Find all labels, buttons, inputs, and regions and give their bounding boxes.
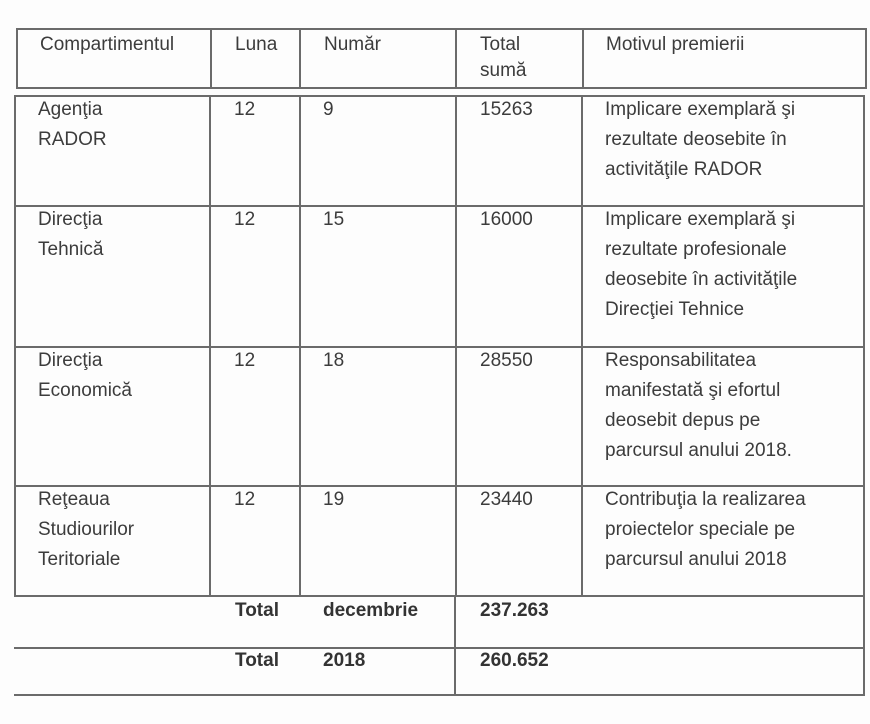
cell-total: 28550 [480, 350, 533, 371]
total-value: 260.652 [480, 650, 549, 671]
header-count: Număr [324, 34, 382, 55]
cell-reason: Responsabilitatea [605, 350, 757, 371]
cell-compartment: RADOR [38, 129, 107, 150]
cell-total: 16000 [480, 209, 533, 230]
total-label: Total [235, 650, 279, 671]
cell-total: 15263 [480, 99, 533, 120]
header-month: Luna [235, 34, 278, 55]
cell-reason: manifestată şi efortul [605, 380, 781, 401]
cell-compartment: Teritoriale [38, 549, 121, 570]
cell-compartment: Tehnică [38, 239, 104, 260]
cell-reason: rezultate deosebite în [605, 129, 787, 150]
cell-count: 15 [323, 209, 345, 230]
cell-compartment: Direcţia [38, 209, 103, 230]
header-reason: Motivul premierii [606, 34, 745, 55]
cell-reason: parcursul anului 2018. [605, 440, 792, 461]
cell-compartment: Agenţia [38, 99, 103, 120]
cell-reason: deosebite în activităţile [605, 269, 798, 290]
cell-compartment: Economică [38, 380, 132, 401]
cell-compartment: Direcţia [38, 350, 103, 371]
cell-month: 12 [234, 350, 256, 371]
header-total-line2: sumă [480, 60, 527, 81]
cell-month: 12 [234, 209, 256, 230]
cell-reason: Contribuţia la realizarea [605, 489, 806, 510]
total-period: decembrie [323, 600, 419, 621]
cell-reason: Direcţiei Tehnice [605, 299, 745, 320]
cell-count: 19 [323, 489, 345, 510]
total-period: 2018 [323, 650, 366, 671]
header-compartment: Compartimentul [40, 34, 175, 55]
cell-reason: activităţile RADOR [605, 159, 763, 180]
cell-reason: Implicare exemplară şi [605, 99, 796, 120]
total-label: Total [235, 600, 279, 621]
cell-month: 12 [234, 99, 256, 120]
cell-count: 9 [323, 99, 334, 120]
cell-reason: parcursul anului 2018 [605, 549, 787, 570]
cell-reason: Implicare exemplară şi [605, 209, 796, 230]
cell-reason: deosebit depus pe [605, 410, 761, 431]
cell-compartment: Reţeaua [38, 489, 110, 510]
cell-total: 23440 [480, 489, 533, 510]
cell-reason: rezultate profesionale [605, 239, 787, 260]
cell-compartment: Studiourilor [38, 519, 135, 540]
cell-count: 18 [323, 350, 345, 371]
cell-month: 12 [234, 489, 256, 510]
total-value: 237.263 [480, 600, 549, 621]
cell-reason: proiectelor speciale pe [605, 519, 796, 540]
header-total-line1: Total [480, 34, 521, 55]
